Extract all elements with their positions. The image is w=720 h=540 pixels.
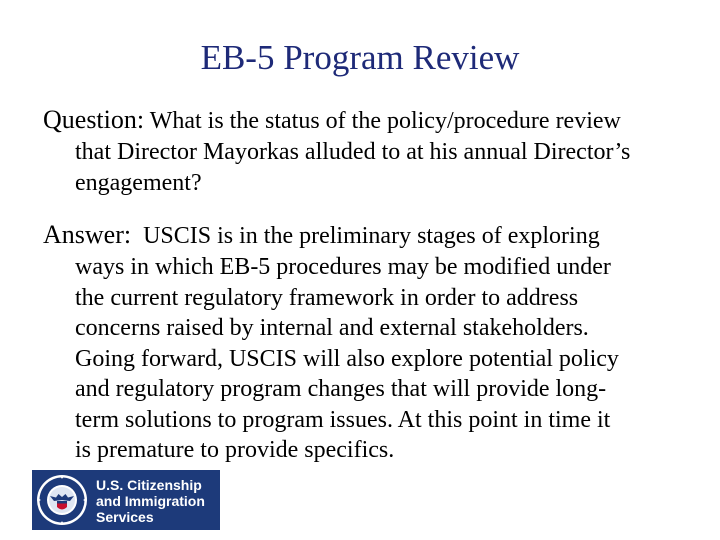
answer-line: is premature to provide specifics.: [75, 437, 395, 463]
answer-line: term solutions to program issues. At this point in time it: [75, 406, 611, 433]
slide-title: EB-5 Program Review: [200, 38, 520, 77]
answer-line: Going forward, USCIS will also explore potential policy: [75, 345, 619, 372]
answer-text: USCIS is in the preliminary stages of exploring: [143, 223, 600, 249]
logo-line: and Immigration: [96, 493, 205, 509]
answer-block: [43, 219, 693, 466]
answer-line: concerns raised by internal and external stakeholders.: [75, 315, 589, 341]
question-label: Question:: [43, 105, 145, 134]
question-line: [43, 104, 693, 137]
logo-wordmark: [96, 477, 205, 525]
dhs-seal-icon: [36, 474, 88, 526]
question-text: What is the status of the policy/procedure review: [149, 108, 621, 134]
answer-label: Answer:: [43, 220, 132, 249]
answer-line: [43, 219, 693, 252]
answer-line: and regulatory program changes that will provide long-: [75, 376, 607, 402]
answer-line: ways in which EB-5 procedures may be modified under: [75, 254, 611, 280]
question-line: engagement?: [75, 170, 202, 196]
question-block: [43, 104, 693, 199]
question-line: that Director Mayorkas alluded to at his annual Director’s: [75, 139, 631, 165]
uscis-logo: [32, 470, 220, 530]
logo-line: Services: [96, 509, 154, 525]
logo-line: U.S. Citizenship: [96, 477, 202, 493]
answer-line: the current regulatory framework in order to address: [75, 284, 579, 311]
